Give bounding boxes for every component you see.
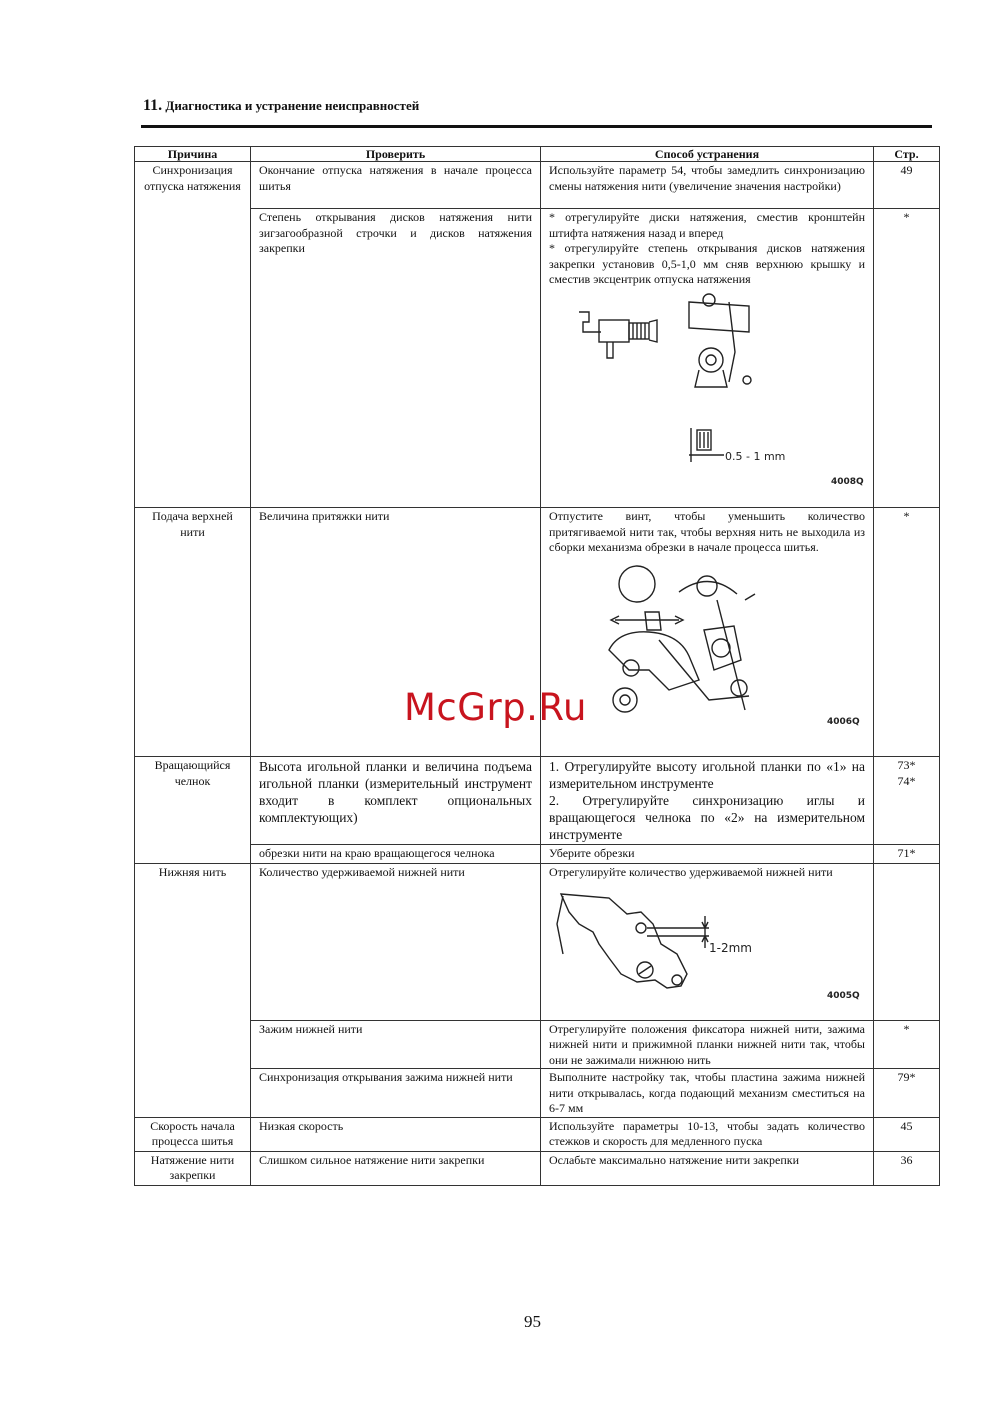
page-cell: 79*	[874, 1069, 940, 1118]
troubleshooting-table	[134, 146, 940, 1186]
figure-dimension: 0.5 - 1 mm	[725, 449, 786, 463]
remedy-cell: Выполните настройку так, чтобы пластина зажима нижней нити открывалась, когда подающий механизм сместиться на 6-7 мм	[541, 1069, 874, 1118]
section-title: Диагностика и устранение неисправностей	[165, 98, 420, 113]
figure-dimension: 1-2mm	[709, 941, 752, 955]
remedy-cell	[541, 209, 874, 508]
page-ref-2: 74*	[897, 773, 916, 788]
cause-cell: Синхронизация отпуска натяжения	[135, 162, 251, 508]
remedy-text: Отпустите винт, чтобы уменьшить количество притягиваемой нити так, чтобы верхняя нить не выходила из сборки механизма обрезки в начале процесса шитья.	[549, 509, 865, 554]
check-cell: Низкая скорость	[251, 1117, 541, 1151]
check-cell: Количество удерживаемой нижней нити	[251, 863, 541, 1020]
check-cell: Степень открывания дисков натяжения нити зигзагообразной строчки и дисков натяжения закрепки	[251, 209, 541, 508]
section-heading	[143, 97, 419, 115]
cause-cell: Нижняя нить	[135, 863, 251, 1117]
check-cell: Окончание отпуска натяжения в начале процесса шитья	[251, 162, 541, 209]
tension-disc-figure	[549, 292, 865, 492]
remedy-cell	[541, 757, 874, 845]
check-cell: Слишком сильное натяжение нити закрепки	[251, 1151, 541, 1185]
remedy-cell: Уберите обрезки	[541, 845, 874, 864]
page-cell: *	[874, 209, 940, 508]
figure-code: 4008Q	[831, 476, 864, 487]
page-ref-1: 73*	[897, 758, 916, 772]
remedy-cell: Используйте параметр 54, чтобы замедлить синхронизацию смены натяжения нити (увеличение значения настройки)	[541, 162, 874, 209]
header-cause: Причина	[135, 147, 251, 162]
header-check: Проверить	[251, 147, 541, 162]
table-header-row	[135, 147, 940, 162]
check-cell: Величина притяжки нити	[251, 508, 541, 757]
section-number: 11.	[143, 97, 163, 114]
remedy-text: Отрегулируйте количество удерживаемой нижней нити	[549, 864, 833, 879]
remedy-cell: Ослабьте максимально натяжение нити закрепки	[541, 1151, 874, 1185]
table-row	[135, 1151, 940, 1185]
remedy-text-2: * отрегулируйте степень открывания дисков натяжения закрепки установив 0,5-1,0 мм сняв верхнюю крышку и сместив эксцентрик отпуска натяжения	[549, 241, 865, 286]
check-cell: Синхронизация открывания зажима нижней нити	[251, 1069, 541, 1118]
figure-code: 4005Q	[827, 991, 860, 1001]
table-row	[135, 209, 940, 508]
page-number: 95	[524, 1312, 541, 1331]
table-row	[135, 1117, 940, 1151]
thread-pull-figure	[549, 560, 865, 732]
heading-rule	[141, 125, 932, 128]
page-cell	[874, 757, 940, 845]
remedy-cell	[541, 508, 874, 757]
header-remedy: Способ устранения	[541, 147, 874, 162]
table-row	[135, 1020, 940, 1069]
remedy-cell: Используйте параметры 10-13, чтобы задать количество стежков и скорость для медленного пуска	[541, 1117, 874, 1151]
bobbin-thread-figure	[549, 884, 865, 1002]
table-row	[135, 845, 940, 864]
remedy-text-1: * отрегулируйте диски натяжения, сместив кронштейн штифта натяжения назад и вперед	[549, 210, 865, 240]
table-row	[135, 1069, 940, 1118]
page-cell: *	[874, 1020, 940, 1069]
check-cell: обрезки нити на краю вращающегося челнока	[251, 845, 541, 864]
cause-cell: Натяжение нити закрепки	[135, 1151, 251, 1185]
table-row	[135, 863, 940, 1020]
watermark: McGrp.Ru	[404, 686, 587, 729]
check-cell: Высота игольной планки и величина подъема игольной планки (измерительный инструмент входит в комплект опциональных комплектующих)	[251, 757, 541, 845]
cause-cell: Вращающийся челнок	[135, 757, 251, 864]
header-page: Стр.	[874, 147, 940, 162]
page-cell	[874, 863, 940, 1020]
figure-code: 4006Q	[827, 716, 860, 727]
page-cell: 49	[874, 162, 940, 209]
remedy-text-2: 2. Отрегулируйте синхронизацию иглы и вращающегося челнока по «2» на измерительном инструменте	[549, 793, 865, 842]
page-cell: *	[874, 508, 940, 757]
cause-cell: Скорость начала процесса шитья	[135, 1117, 251, 1151]
check-cell: Зажим нижней нити	[251, 1020, 541, 1069]
remedy-text-1: 1. Отрегулируйте высоту игольной планки по «1» на измерительном инструменте	[549, 759, 865, 791]
table-row	[135, 757, 940, 845]
page-cell: 45	[874, 1117, 940, 1151]
remedy-cell	[541, 863, 874, 1020]
page-cell: 71*	[874, 845, 940, 864]
cause-cell: Подача верхней нити	[135, 508, 251, 757]
table-row	[135, 162, 940, 209]
remedy-cell: Отрегулируйте положения фиксатора нижней нити, зажима нижней нити и прижимной планки нижней нити так, чтобы они не зажимали нижнюю нить	[541, 1020, 874, 1069]
page-cell: 36	[874, 1151, 940, 1185]
